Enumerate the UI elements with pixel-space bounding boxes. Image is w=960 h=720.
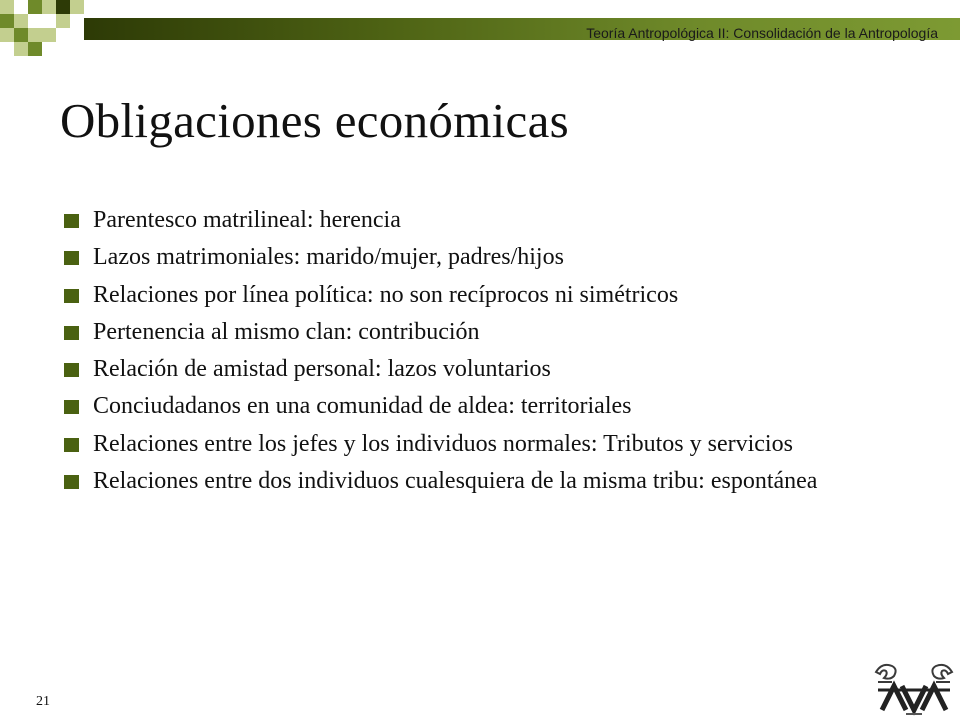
- decor-square: [56, 14, 70, 28]
- decor-square: [0, 28, 14, 42]
- list-item: [64, 469, 904, 494]
- decor-square: [42, 0, 56, 14]
- square-bullet-icon: [64, 363, 79, 377]
- bullet-text: Relaciones entre dos individuos cualesquiera de la misma tribu: espontánea: [93, 468, 818, 495]
- square-bullet-icon: [64, 400, 79, 414]
- page-number: 21: [36, 694, 50, 709]
- bullet-text: Relación de amistad personal: lazos voluntarios: [93, 356, 551, 383]
- list-item: [64, 432, 904, 457]
- course-title: Teoría Antropológica II: Consolidación de la Antropología: [586, 25, 938, 41]
- decor-square: [0, 14, 14, 28]
- decor-square: [14, 14, 28, 28]
- bullet-list: [64, 208, 904, 506]
- decor-square: [70, 0, 84, 14]
- square-bullet-icon: [64, 289, 79, 303]
- list-item: [64, 283, 904, 308]
- uam-logo-icon: [872, 660, 956, 716]
- list-item: [64, 357, 904, 382]
- bullet-text: Parentesco matrilineal: herencia: [93, 207, 401, 233]
- decor-square: [56, 0, 70, 14]
- list-item: [64, 245, 904, 270]
- bullet-text: Conciudadanos en una comunidad de aldea: territoriales: [93, 393, 632, 420]
- list-item: [64, 208, 904, 233]
- decor-square: [28, 42, 42, 56]
- decor-square: [14, 28, 28, 42]
- decor-square: [28, 28, 42, 42]
- decor-square: [28, 0, 42, 14]
- header-decoration: [0, 0, 960, 60]
- decor-square: [42, 28, 56, 42]
- square-bullet-icon: [64, 438, 79, 452]
- square-bullet-icon: [64, 475, 79, 489]
- slide-title: Obligaciones económicas: [60, 93, 569, 148]
- bullet-text: Relaciones por línea política: no son recíprocos ni simétricos: [93, 281, 679, 308]
- square-bullet-icon: [64, 214, 79, 228]
- bullet-text: Relaciones entre los jefes y los individuos normales: Tributos y servicios: [93, 430, 793, 457]
- list-item: [64, 320, 904, 345]
- square-bullet-icon: [64, 326, 79, 340]
- bullet-text: Lazos matrimoniales: marido/mujer, padres/hijos: [93, 244, 564, 271]
- decor-square: [14, 42, 28, 56]
- list-item: [64, 394, 904, 419]
- decor-square: [0, 0, 14, 14]
- square-bullet-icon: [64, 251, 79, 265]
- bullet-text: Pertenencia al mismo clan: contribución: [93, 318, 480, 345]
